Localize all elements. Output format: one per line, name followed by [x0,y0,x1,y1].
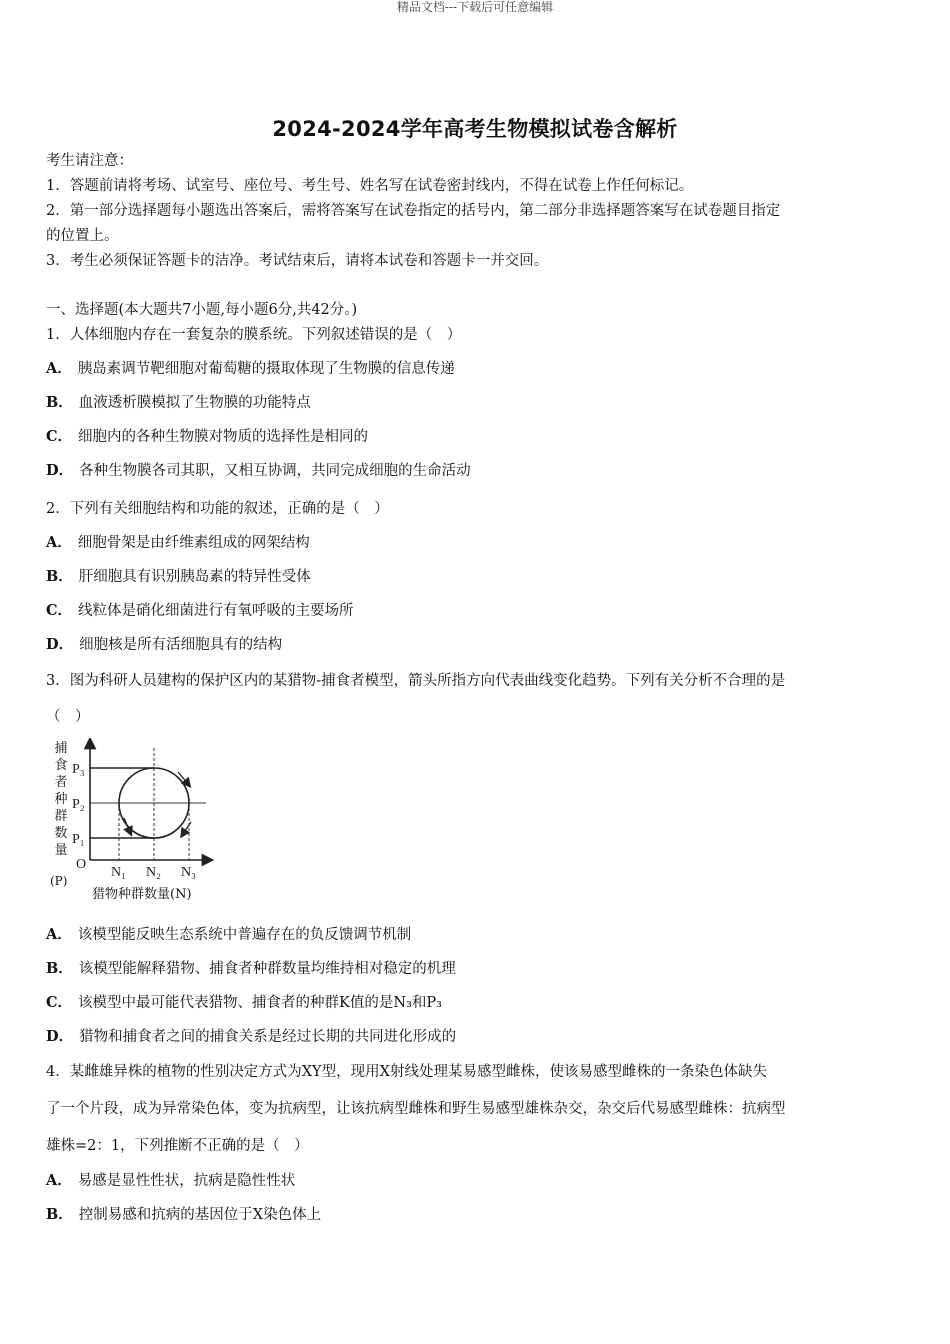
y-label-char: 捕 [54,741,68,756]
option-letter: C． [46,994,73,1011]
option-letter: C． [46,602,73,619]
option-text: 猎物和捕食者之间的捕食关系是经过长期的共同进化形成的 [79,1029,457,1045]
question-4-stem: 4．某雌雄异株的植物的性别决定方式为XY型，现用X射线处理某易感型雌株，使该易感型雌株的一条染色体缺失 [46,1064,767,1080]
option-text: 线粒体是硝化细菌进行有氧呼吸的主要场所 [78,603,354,619]
question-4-stem-cont-2: 雄株=2：1，下列推断不正确的是（ ） [46,1138,309,1154]
option-text: 血液透析膜模拟了生物膜的功能特点 [78,395,311,411]
question-4-option-a [46,1171,906,1191]
y-label-char: 者 [54,775,68,790]
option-text: 易感是显性性状，抗病是隐性性状 [77,1173,296,1189]
option-text: 各种生物膜各司其职，又相互协调，共同完成细胞的生命活动 [79,463,471,479]
question-2-option-d [46,635,906,655]
option-text: 该模型能解释猎物、捕食者种群数量均维持相对稳定的机理 [78,961,456,977]
question-1-option-b [46,393,906,413]
question-3-option-c [46,993,906,1013]
question-2-option-b [46,567,906,587]
question-3-option-d [46,1027,906,1047]
y-label-char: 种 [54,792,68,807]
notice-heading: 考生请注意： [46,153,133,169]
option-letter: A． [46,360,72,377]
option-letter: C． [46,428,73,445]
y-label-char: 食 [54,758,68,773]
option-letter: A． [46,1172,72,1189]
option-letter: D． [46,1028,74,1045]
question-1-option-a [46,359,906,379]
arrow-bottom-right [183,822,191,834]
question-4-stem-cont-1: 了一个片段，成为异常染色体，变为抗病型，让该抗病型雌株和野生易感型雄株杂交，杂交后代易感型雌株：抗病型 [46,1101,786,1117]
notice-item-3: 3．考生必须保证答题卡的洁净。考试结束后，请将本试卷和答题卡一并交回。 [46,253,549,269]
option-text: 细胞骨架是由纤维素组成的网架结构 [77,535,310,551]
option-letter: D． [46,462,74,479]
notice-item-2: 2．第一部分选择题每小题选出答案后，需将答案写在试卷指定的括号内，第二部分非选择题答案写在试卷题目指定 [46,203,781,219]
question-1-stem: 1．人体细胞内存在一套复杂的膜系统。下列叙述错误的是（ ） [46,327,462,343]
option-text: 细胞内的各种生物膜对物质的选择性是相同的 [78,429,369,445]
option-text: 控制易感和抗病的基因位于X染色体上 [78,1207,322,1223]
option-text: 肝细胞具有识别胰岛素的特异性受体 [78,569,311,585]
option-letter: B． [46,568,73,585]
option-letter: D． [46,636,74,653]
figure-x-label: 猎物种群数量(N) [92,887,192,902]
question-2-stem: 2．下列有关细胞结构和功能的叙述，正确的是（ ） [46,501,389,517]
question-1-option-c [46,427,906,447]
option-letter: A． [46,926,72,943]
option-letter: B． [46,1206,73,1223]
tick-n2: N₂ [146,865,161,880]
question-3-option-b [46,959,906,979]
option-text: 该模型能反映生态系统中普遍存在的负反馈调节机制 [77,927,412,943]
question-1-option-d [46,461,906,481]
header-note: 精品文档---下载后可任意编辑 [396,0,554,14]
tick-n3: N₃ [181,865,196,880]
y-label-char: 量 [54,843,68,858]
option-letter: B． [46,960,73,977]
arrow-bottom-left [124,818,130,832]
option-letter: B． [46,394,73,411]
y-label-char: 数 [54,826,68,841]
question-3-option-a [46,925,906,945]
page-title: 2024-2024学年高考生物模拟试卷含解析 [272,117,678,141]
figure-y-unit: (P) [50,874,68,888]
tick-n1: N₁ [111,865,126,880]
option-text: 胰岛素调节靶细胞对葡萄糖的摄取体现了生物膜的信息传递 [77,361,455,377]
tick-p1: P₁ [72,832,85,847]
question-2-option-c [46,601,906,621]
section-heading: 一、选择题(本大题共7小题,每小题6分,共42分。) [46,302,358,318]
tick-p3: P₃ [72,762,85,777]
y-label-char: 群 [54,809,68,824]
notice-item-1: 1．答题前请将考场、试室号、座位号、考生号、姓名写在试卷密封线内，不得在试卷上作任何标记。 [46,178,694,194]
question-3-stem-cont: （ ） [46,709,90,725]
question-3-stem: 3．图为科研人员建构的保护区内的某猎物-捕食者模型，箭头所指方向代表曲线变化趋势。下列有关分析不合理的是 [46,673,786,689]
question-2-option-a [46,533,906,553]
option-text: 细胞核是所有活细胞具有的结构 [79,637,283,653]
question-4-option-b [46,1205,906,1225]
tick-p2: P₂ [72,797,85,812]
origin-label: O [76,857,87,872]
option-letter: A． [46,534,72,551]
notice-item-2-cont: 的位置上。 [46,228,119,244]
option-text: 该模型中最可能代表猎物、捕食者的种群K值的是N₃和P₃ [78,995,442,1011]
